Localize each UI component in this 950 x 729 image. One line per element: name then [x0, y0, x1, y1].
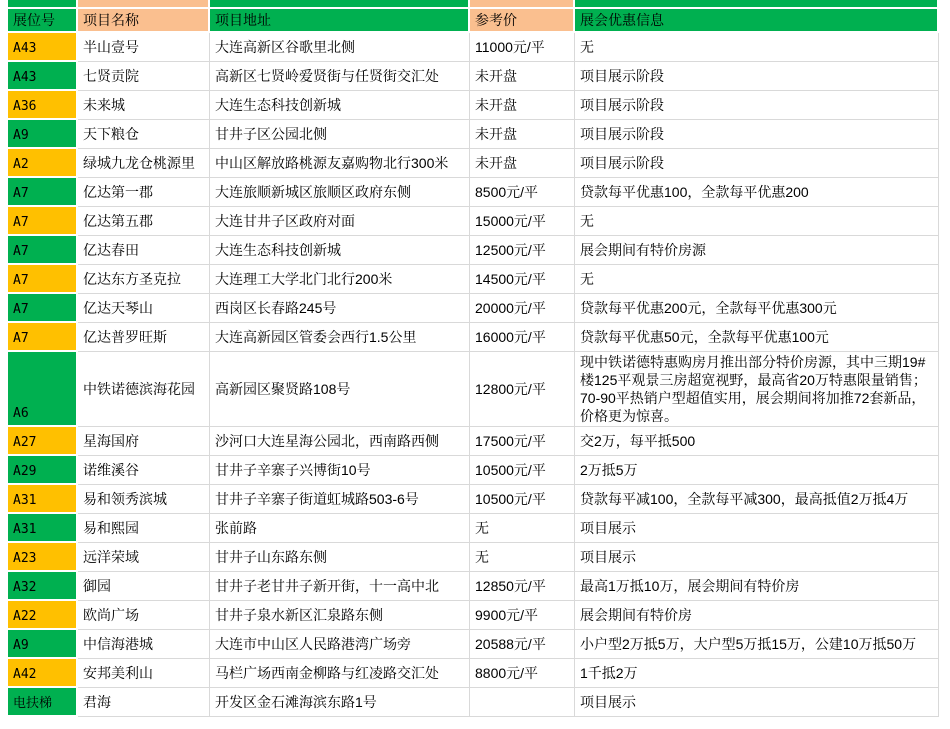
table-row	[8, 33, 950, 62]
table-row	[8, 601, 950, 630]
header-cell-address[interactable]: 项目地址	[210, 9, 470, 33]
project-name-cell[interactable]: 亿达天琴山	[78, 294, 210, 323]
price-cell[interactable]: 10500元/平	[470, 485, 575, 514]
price-cell[interactable]: 15000元/平	[470, 207, 575, 236]
address-cell[interactable]: 大连理工大学北门北行200米	[210, 265, 470, 294]
booth-cell[interactable]: A36	[8, 91, 78, 120]
price-cell[interactable]: 20000元/平	[470, 294, 575, 323]
promo-cell[interactable]: 无	[575, 207, 939, 236]
promo-cell[interactable]: 项目展示阶段	[575, 62, 939, 91]
booth-cell[interactable]: A2	[8, 149, 78, 178]
booth-cell[interactable]: A32	[8, 572, 78, 601]
price-cell[interactable]: 17500元/平	[470, 427, 575, 456]
address-cell[interactable]: 甘井子泉水新区汇泉路东侧	[210, 601, 470, 630]
price-cell[interactable]: 11000元/平	[470, 33, 575, 62]
table-row	[8, 120, 950, 149]
sliver-cell	[575, 0, 939, 9]
address-cell[interactable]: 大连生态科技创新城	[210, 236, 470, 265]
booth-cell[interactable]: A27	[8, 427, 78, 456]
table-row	[8, 265, 950, 294]
table-row	[8, 659, 950, 688]
table-row	[8, 323, 950, 352]
promo-cell[interactable]: 现中铁诺德特惠购房月推出部分特价房源，其中三期19#楼125平观景三房超宽视野，最高省20万特惠限量销售；70-90平热销户型超值实用，展会期间将加推72套新品，价格更为惊喜。	[575, 352, 939, 427]
project-name-cell[interactable]: 安邦美利山	[78, 659, 210, 688]
address-cell[interactable]: 甘井子老甘井子新开街，十一高中北	[210, 572, 470, 601]
booth-cell[interactable]: A23	[8, 543, 78, 572]
promo-cell[interactable]: 无	[575, 265, 939, 294]
booth-cell[interactable]: A7	[8, 265, 78, 294]
table-row	[8, 514, 950, 543]
booth-cell[interactable]: A7	[8, 207, 78, 236]
address-cell[interactable]: 高新园区聚贤路108号	[210, 352, 470, 427]
table-row	[8, 62, 950, 91]
price-cell[interactable]: 10500元/平	[470, 456, 575, 485]
address-cell[interactable]: 高新区七贤岭爱贤街与任贤街交汇处	[210, 62, 470, 91]
project-name-cell[interactable]: 御园	[78, 572, 210, 601]
header-cell-price[interactable]: 参考价	[470, 9, 575, 33]
sliver-cell	[8, 0, 78, 9]
table-row	[8, 543, 950, 572]
project-name-cell[interactable]: 诺维溪谷	[78, 456, 210, 485]
sliver-cell	[470, 0, 575, 9]
booth-cell[interactable]: A7	[8, 294, 78, 323]
price-cell[interactable]: 未开盘	[470, 120, 575, 149]
address-cell[interactable]: 甘井子辛寨子兴博街10号	[210, 456, 470, 485]
booth-cell[interactable]: A29	[8, 456, 78, 485]
project-name-cell[interactable]: 天下粮仓	[78, 120, 210, 149]
price-cell[interactable]: 8800元/平	[470, 659, 575, 688]
promo-cell[interactable]: 项目展示	[575, 543, 939, 572]
table-row	[8, 178, 950, 207]
booth-cell[interactable]: A43	[8, 62, 78, 91]
price-cell[interactable]: 无	[470, 543, 575, 572]
project-name-cell[interactable]: 星海国府	[78, 427, 210, 456]
table-body	[8, 33, 950, 717]
project-name-cell[interactable]: 七贤贡院	[78, 62, 210, 91]
booth-cell[interactable]: A43	[8, 33, 78, 62]
booth-cell[interactable]: A9	[8, 630, 78, 659]
price-cell[interactable]: 12850元/平	[470, 572, 575, 601]
table-row	[8, 630, 950, 659]
address-cell[interactable]: 大连市中山区人民路港湾广场旁	[210, 630, 470, 659]
promo-cell[interactable]: 项目展示阶段	[575, 120, 939, 149]
address-cell[interactable]: 甘井子辛寨子街道虹城路503-6号	[210, 485, 470, 514]
project-name-cell[interactable]: 易和领秀滨城	[78, 485, 210, 514]
table-row	[8, 485, 950, 514]
booth-cell[interactable]: 电扶梯	[8, 688, 78, 717]
project-name-cell[interactable]: 绿城九龙仓桃源里	[78, 149, 210, 178]
address-cell[interactable]: 大连高新区谷歌里北侧	[210, 33, 470, 62]
booth-cell[interactable]: A31	[8, 514, 78, 543]
promo-cell[interactable]: 展会期间有特价房源	[575, 236, 939, 265]
sliver-cell	[78, 0, 210, 9]
promo-cell[interactable]: 2万抵5万	[575, 456, 939, 485]
price-cell[interactable]: 8500元/平	[470, 178, 575, 207]
table-row	[8, 236, 950, 265]
project-name-cell[interactable]: 中铁诺德滨海花园	[78, 352, 210, 427]
price-cell[interactable]	[470, 688, 575, 717]
header-cell-promo[interactable]: 展会优惠信息	[575, 9, 939, 33]
promo-cell[interactable]: 无	[575, 33, 939, 62]
promo-cell[interactable]: 展会期间有特价房	[575, 601, 939, 630]
table-row	[8, 149, 950, 178]
address-cell[interactable]: 大连高新园区管委会西行1.5公里	[210, 323, 470, 352]
promo-cell[interactable]: 项目展示	[575, 688, 939, 717]
promo-cell[interactable]: 1千抵2万	[575, 659, 939, 688]
sliver-cell	[210, 0, 470, 9]
table-row	[8, 427, 950, 456]
address-cell[interactable]: 开发区金石滩海滨东路1号	[210, 688, 470, 717]
address-cell[interactable]: 甘井子山东路东侧	[210, 543, 470, 572]
price-cell[interactable]: 未开盘	[470, 149, 575, 178]
project-name-cell[interactable]: 易和熙园	[78, 514, 210, 543]
price-cell[interactable]: 12500元/平	[470, 236, 575, 265]
price-cell[interactable]: 20588元/平	[470, 630, 575, 659]
table-row	[8, 688, 950, 717]
address-cell[interactable]: 中山区解放路桃源友嘉购物北行300米	[210, 149, 470, 178]
booth-cell[interactable]: A9	[8, 120, 78, 149]
header-row	[8, 9, 950, 33]
table-row	[8, 352, 950, 427]
table-row	[8, 572, 950, 601]
address-cell[interactable]: 张前路	[210, 514, 470, 543]
address-cell[interactable]: 大连生态科技创新城	[210, 91, 470, 120]
promo-cell[interactable]: 贷款每平优惠50元，全款每平优惠100元	[575, 323, 939, 352]
booth-cell[interactable]: A7	[8, 236, 78, 265]
booth-cell[interactable]: A42	[8, 659, 78, 688]
project-name-cell[interactable]: 中信海港城	[78, 630, 210, 659]
table-row	[8, 207, 950, 236]
address-cell[interactable]: 马栏广场西南金柳路与红凌路交汇处	[210, 659, 470, 688]
promo-cell[interactable]: 贷款每平优惠200元，全款每平优惠300元	[575, 294, 939, 323]
promo-cell[interactable]: 最高1万抵10万，展会期间有特价房	[575, 572, 939, 601]
address-cell[interactable]: 西岗区长春路245号	[210, 294, 470, 323]
promo-cell[interactable]: 交2万，每平抵500	[575, 427, 939, 456]
address-cell[interactable]: 甘井子区公园北侧	[210, 120, 470, 149]
price-cell[interactable]: 9900元/平	[470, 601, 575, 630]
booth-cell[interactable]: A31	[8, 485, 78, 514]
price-cell[interactable]: 12800元/平	[470, 352, 575, 427]
address-cell[interactable]: 大连旅顺新城区旅顺区政府东侧	[210, 178, 470, 207]
promo-cell[interactable]: 项目展示阶段	[575, 91, 939, 120]
booth-cell[interactable]: A6	[8, 352, 78, 427]
project-name-cell[interactable]: 未来城	[78, 91, 210, 120]
project-name-cell[interactable]: 亿达东方圣克拉	[78, 265, 210, 294]
address-cell[interactable]: 沙河口大连星海公园北，西南路西侧	[210, 427, 470, 456]
price-cell[interactable]: 14500元/平	[470, 265, 575, 294]
header-cell-name[interactable]: 项目名称	[78, 9, 210, 33]
project-name-cell[interactable]: 亿达普罗旺斯	[78, 323, 210, 352]
project-name-cell[interactable]: 半山壹号	[78, 33, 210, 62]
header-cell-booth[interactable]: 展位号	[8, 9, 78, 33]
price-cell[interactable]: 未开盘	[470, 62, 575, 91]
booth-cell[interactable]: A22	[8, 601, 78, 630]
promo-cell[interactable]: 贷款每平减100，全款每平减300，最高抵值2万抵4万	[575, 485, 939, 514]
project-name-cell[interactable]: 亿达第五郡	[78, 207, 210, 236]
project-name-cell[interactable]: 亿达春田	[78, 236, 210, 265]
project-name-cell[interactable]: 亿达第一郡	[78, 178, 210, 207]
booth-cell[interactable]: A7	[8, 178, 78, 207]
booth-cell[interactable]: A7	[8, 323, 78, 352]
promo-cell[interactable]: 项目展示阶段	[575, 149, 939, 178]
price-cell[interactable]: 无	[470, 514, 575, 543]
promo-cell[interactable]: 贷款每平优惠100，全款每平优惠200	[575, 178, 939, 207]
top-sliver-row	[8, 0, 950, 9]
table-row	[8, 91, 950, 120]
address-cell[interactable]: 大连甘井子区政府对面	[210, 207, 470, 236]
table-row	[8, 456, 950, 485]
project-name-cell[interactable]: 君海	[78, 688, 210, 717]
promo-cell[interactable]: 项目展示	[575, 514, 939, 543]
project-name-cell[interactable]: 远洋荣域	[78, 543, 210, 572]
price-cell[interactable]: 未开盘	[470, 91, 575, 120]
project-name-cell[interactable]: 欧尚广场	[78, 601, 210, 630]
price-cell[interactable]: 16000元/平	[470, 323, 575, 352]
promo-cell[interactable]: 小户型2万抵5万，大户型5万抵15万，公建10万抵50万	[575, 630, 939, 659]
table-row	[8, 294, 950, 323]
